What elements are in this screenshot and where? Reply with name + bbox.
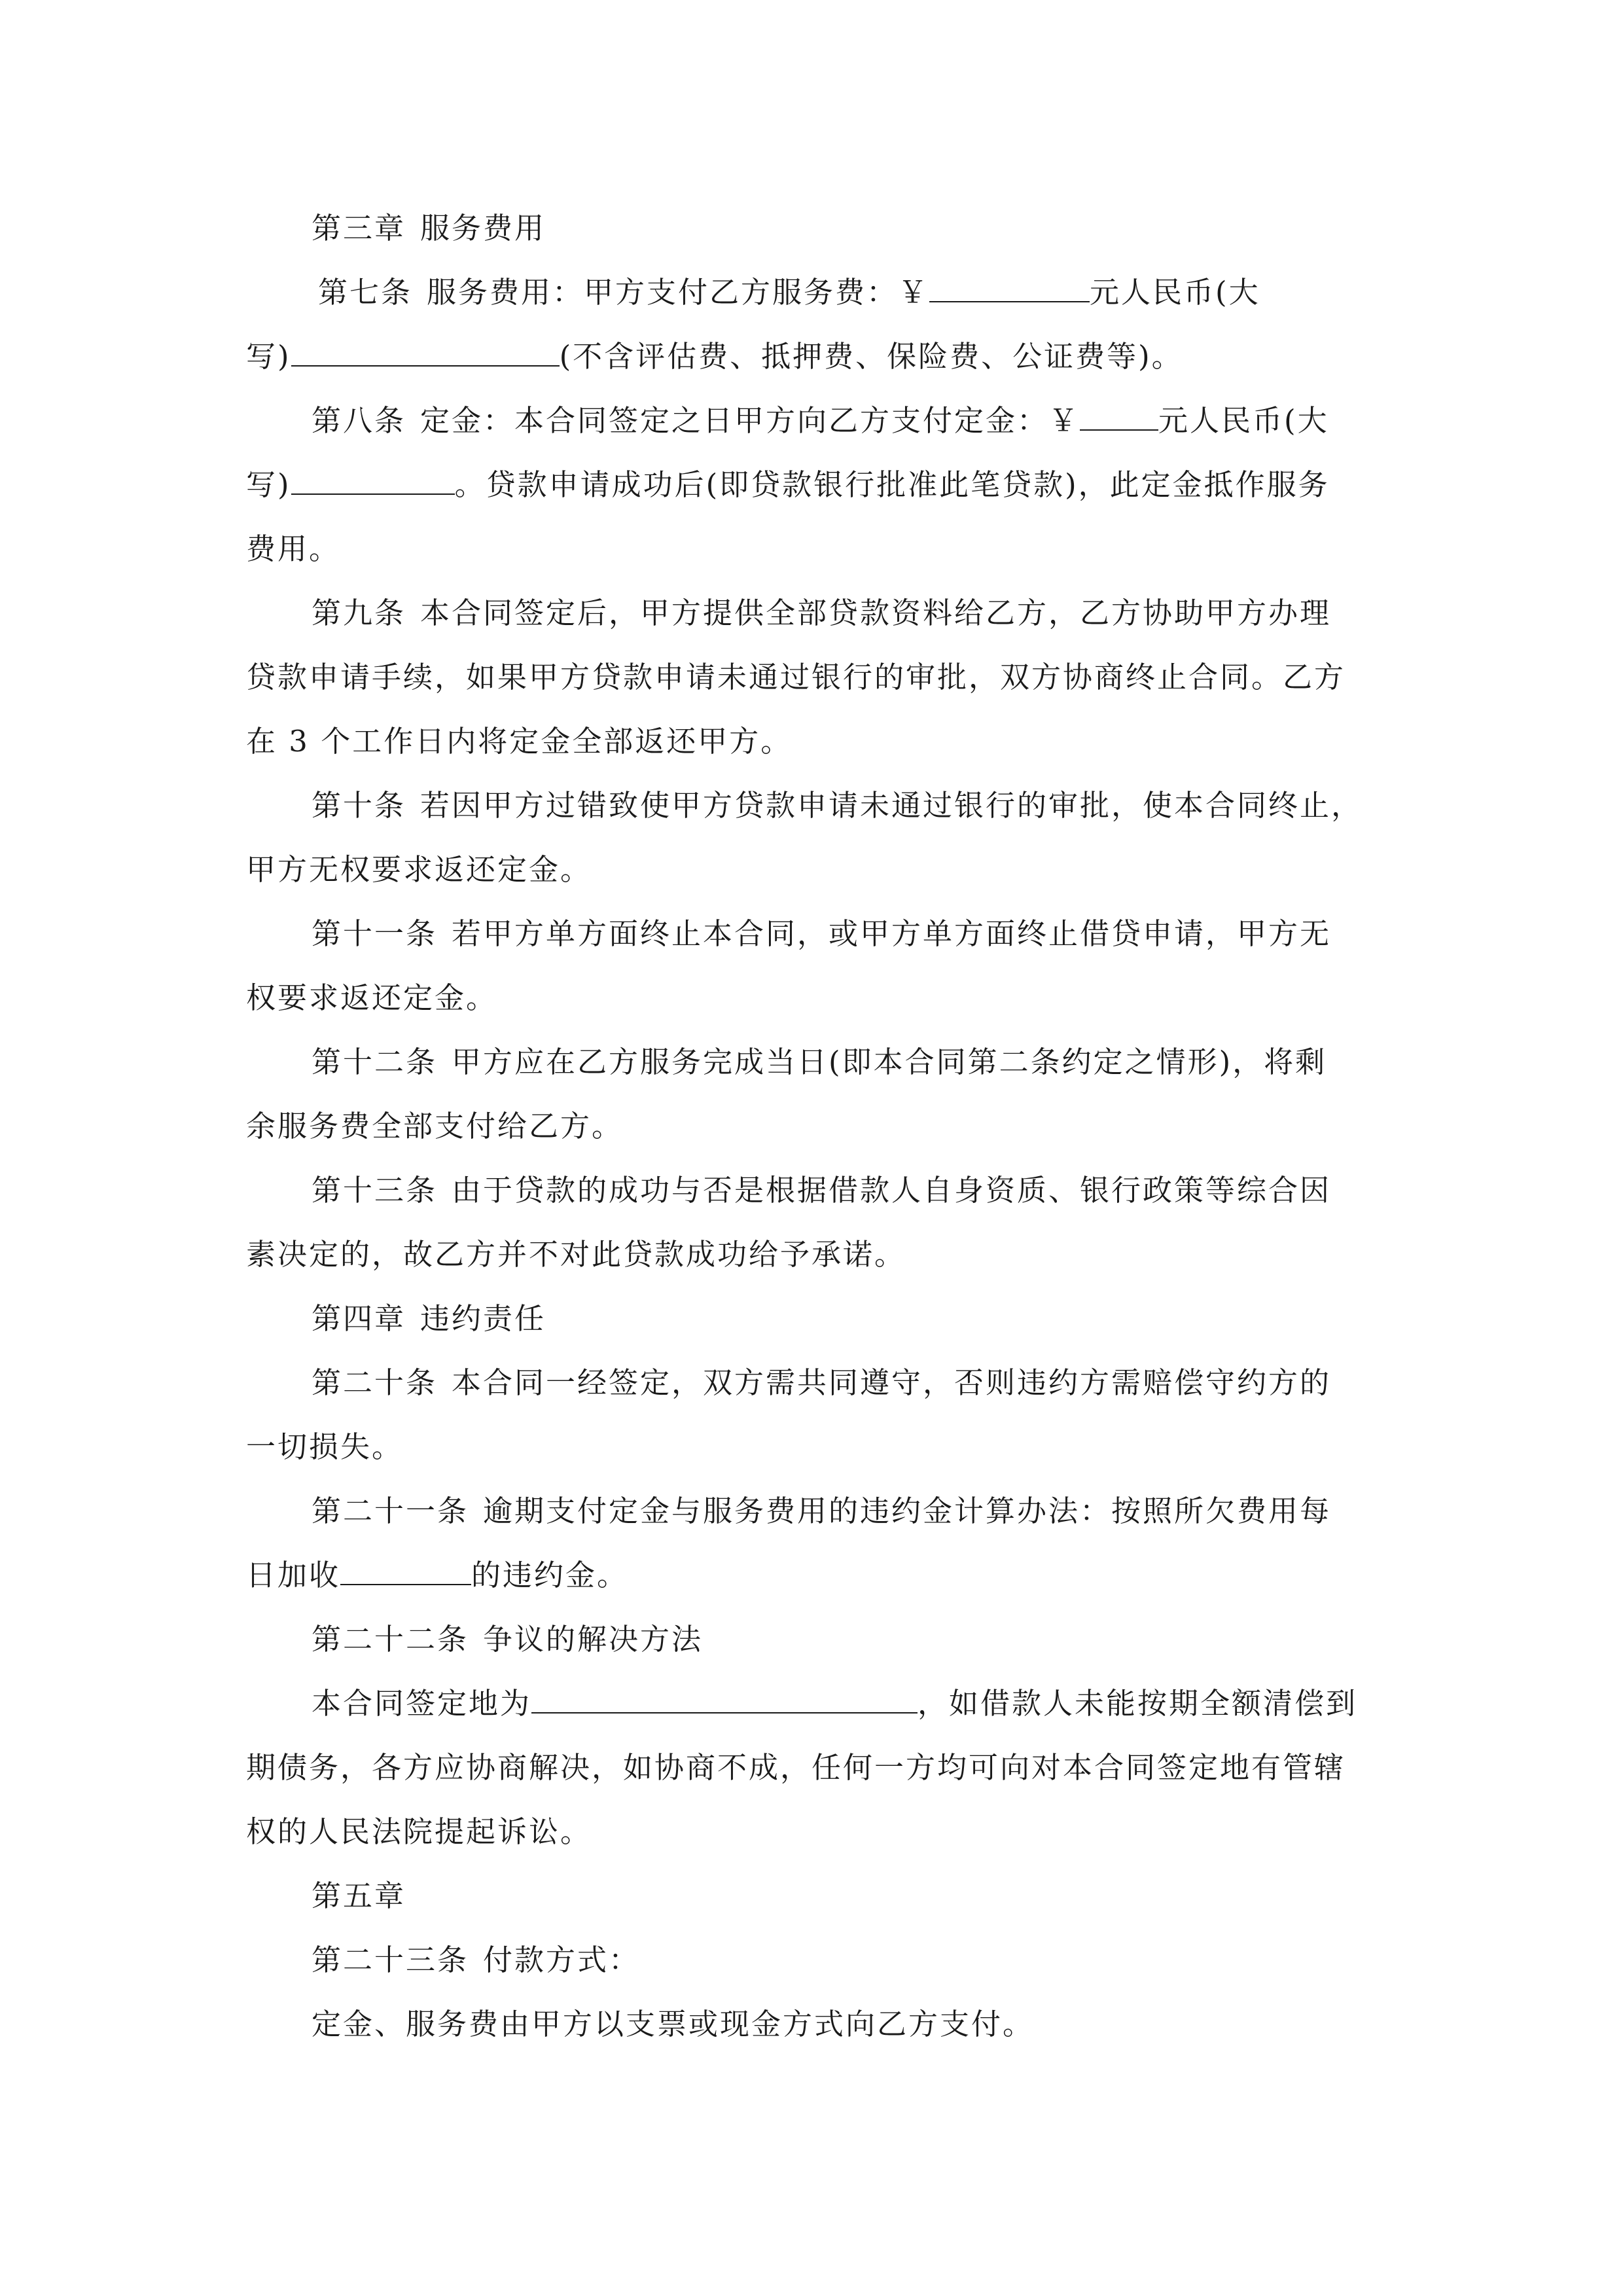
chapter-4-heading: 第四章 违约责任 xyxy=(312,1301,546,1336)
article-21-line-2: 日加收 的违约金。 xyxy=(246,1558,629,1592)
article-9-line-1: 第九条 本合同签定后，甲方提供全部贷款资料给乙方，乙方协助甲方办理 xyxy=(312,596,1332,630)
article-11-line-2: 权要求返还定金。 xyxy=(246,980,498,1015)
document-page xyxy=(246,196,1378,2056)
article-23-line-1: 定金、服务费由甲方以支票或现金方式向乙方支付。 xyxy=(312,2007,1035,2041)
article-23-heading: 第二十三条 付款方式： xyxy=(312,1943,641,1977)
chapter-5-heading: 第五章 xyxy=(312,1878,406,1913)
article-11-line-1: 第十一条 若甲方单方面终止本合同，或甲方单方面终止借贷申请，甲方无 xyxy=(312,916,1332,951)
article-10-line-2: 甲方无权要求返还定金。 xyxy=(246,852,592,887)
fee-amount-words-blank xyxy=(291,339,560,367)
article-7-line-2: 写) (不含评估费、抵押费、保险费、公证费等)。 xyxy=(246,339,1183,374)
article-9-line-2: 贷款申请手续，如果甲方贷款申请未通过银行的审批，双方协商终止合同。乙方 xyxy=(246,660,1346,694)
article-22-line-1: 本合同签定地为 ，如借款人未能按期全额清偿到 xyxy=(312,1686,1358,1721)
deposit-amount-blank xyxy=(1080,403,1158,431)
article-20-line-1: 第二十条 本合同一经签定，双方需共同遵守，否则违约方需赔偿守约方的 xyxy=(312,1365,1332,1400)
deposit-amount-words-blank xyxy=(291,467,455,495)
article-10-line-1: 第十条 若因甲方过错致使甲方贷款申请未通过银行的审批，使本合同终止， xyxy=(312,788,1363,823)
fee-amount-blank xyxy=(929,275,1090,302)
article-20-line-2: 一切损失。 xyxy=(246,1429,404,1464)
article-22-line-3: 权的人民法院提起诉讼。 xyxy=(246,1814,592,1849)
penalty-rate-blank xyxy=(340,1558,471,1585)
article-22-heading: 第二十二条 争议的解决方法 xyxy=(312,1622,704,1657)
article-21-line-1: 第二十一条 逾期支付定金与服务费用的违约金计算办法：按照所欠费用每 xyxy=(312,1494,1332,1528)
article-8-line-1: 第八条 定金：本合同签定之日甲方向乙方支付定金：￥ 元人民币(大 xyxy=(312,403,1329,438)
article-12-line-1: 第十二条 甲方应在乙方服务完成当日(即本合同第二条约定之情形)，将剩 xyxy=(312,1045,1327,1079)
article-9-line-3: 在 3 个工作日内将定金全部返还甲方。 xyxy=(246,724,793,759)
article-13-line-2: 素决定的，故乙方并不对此贷款成功给予承诺。 xyxy=(246,1237,906,1272)
article-12-line-2: 余服务费全部支付给乙方。 xyxy=(246,1109,624,1143)
article-22-line-2: 期债务，各方应协商解决，如协商不成，任何一方均可向对本合同签定地有管辖 xyxy=(246,1750,1346,1785)
chapter-3-heading: 第三章 服务费用 xyxy=(312,211,546,245)
article-8-line-3: 费用。 xyxy=(246,531,341,566)
signing-place-blank xyxy=(531,1686,918,1713)
article-7-line-1: 第七条 服务费用：甲方支付乙方服务费：￥ 元人民币(大 xyxy=(318,275,1260,310)
article-13-line-1: 第十三条 由于贷款的成功与否是根据借款人自身资质、银行政策等综合因 xyxy=(312,1173,1332,1208)
article-8-line-2: 写) 。贷款申请成功后(即贷款银行批准此笔贷款)，此定金抵作服务 xyxy=(246,467,1330,502)
